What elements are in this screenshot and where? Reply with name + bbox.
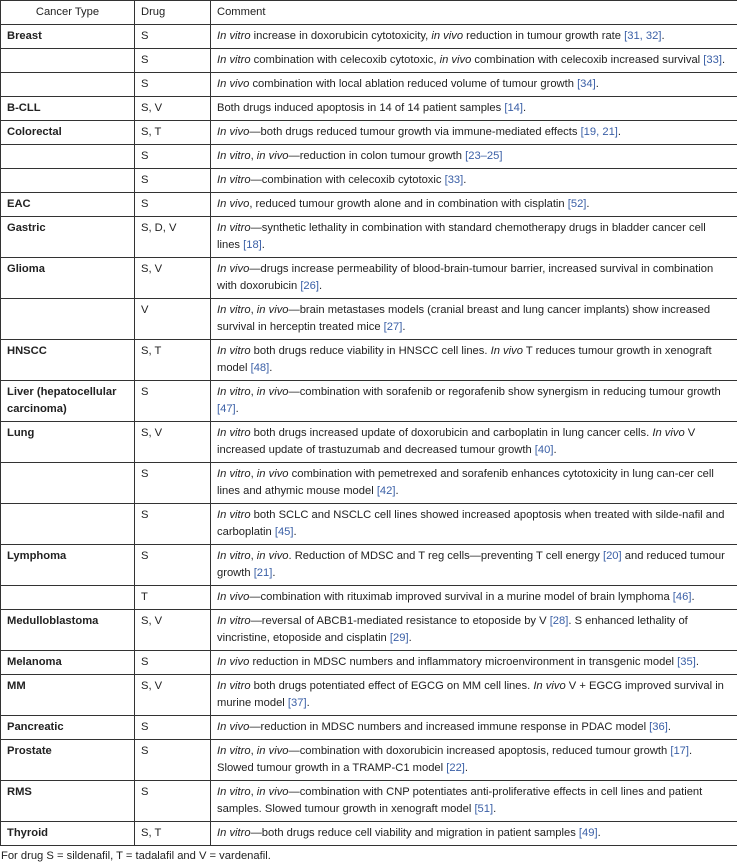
comment-text: —both drugs reduced tumour growth via immune-mediated effects bbox=[249, 126, 580, 138]
comment-text: . bbox=[262, 239, 265, 251]
comment-text: . bbox=[523, 102, 526, 114]
comment-text: . S enhanced lethality of vincristine, etoposide and cisplatin bbox=[217, 615, 688, 644]
comment-text: . bbox=[319, 280, 322, 292]
comment-text: —reversal of ABCB1-mediated resistance to etoposide by V bbox=[251, 615, 550, 627]
italic-term: in vivo bbox=[257, 786, 289, 798]
cell-drug: S bbox=[135, 545, 211, 586]
comment-text: . bbox=[294, 526, 297, 538]
cell-drug: S bbox=[135, 25, 211, 49]
cell-comment bbox=[211, 169, 737, 193]
italic-term: in vivo bbox=[257, 745, 289, 757]
cell-comment bbox=[211, 651, 737, 675]
cell-drug: S bbox=[135, 73, 211, 97]
comment-text: . bbox=[598, 827, 601, 839]
comment-text: . bbox=[668, 721, 671, 733]
comment-text: . bbox=[596, 78, 599, 90]
cell-drug: S bbox=[135, 740, 211, 781]
table-row bbox=[1, 25, 737, 49]
italic-term: In vivo bbox=[217, 656, 249, 668]
cell-cancer-type bbox=[1, 145, 135, 169]
reference-link[interactable]: [27] bbox=[384, 321, 403, 333]
cell-cancer-type: B-CLL bbox=[1, 97, 135, 121]
table-row bbox=[1, 258, 737, 299]
cell-cancer-type: Lung bbox=[1, 422, 135, 463]
reference-link[interactable]: [49] bbox=[579, 827, 598, 839]
table-row bbox=[1, 675, 737, 716]
italic-term: In vitro bbox=[217, 222, 251, 234]
cell-drug: S bbox=[135, 504, 211, 545]
cell-comment bbox=[211, 545, 737, 586]
reference-link[interactable]: [35] bbox=[677, 656, 696, 668]
italic-term: In vivo bbox=[217, 126, 249, 138]
reference-link[interactable]: [28] bbox=[550, 615, 569, 627]
comment-text: . bbox=[691, 591, 694, 603]
cell-cancer-type: EAC bbox=[1, 193, 135, 217]
italic-term: In vivo bbox=[217, 263, 249, 275]
italic-term: In vitro bbox=[217, 30, 251, 42]
reference-link[interactable]: [33] bbox=[445, 174, 464, 186]
italic-term: in vivo bbox=[257, 150, 289, 162]
comment-text: . bbox=[586, 198, 589, 210]
cell-comment bbox=[211, 586, 737, 610]
cell-cancer-type: Colorectal bbox=[1, 121, 135, 145]
reference-link[interactable]: [18] bbox=[243, 239, 262, 251]
cell-comment bbox=[211, 97, 737, 121]
italic-term: In vivo bbox=[652, 427, 684, 439]
comment-text: both drugs reduce viability in HNSCC cell lines. bbox=[251, 345, 491, 357]
cell-cancer-type bbox=[1, 73, 135, 97]
comment-text: combination with pemetrexed and sorafenib enhances cytotoxicity in lung can-cer cell lines and athymic mouse model bbox=[217, 468, 714, 497]
comment-text: —drugs increase permeability of blood-brain-tumour barrier, increased survival in combination with doxorubicin bbox=[217, 263, 713, 292]
table-row bbox=[1, 121, 737, 145]
italic-term: In vivo bbox=[217, 721, 249, 733]
cell-drug: S bbox=[135, 49, 211, 73]
table-row bbox=[1, 169, 737, 193]
cell-cancer-type: Breast bbox=[1, 25, 135, 49]
italic-term: In vitro bbox=[217, 509, 251, 521]
comment-text: —combination with sorafenib or regorafenib show synergism in reducing tumour growth bbox=[289, 386, 721, 398]
comment-text: V increased update of trastuzumab and decreased tumour growth bbox=[217, 427, 695, 456]
table-row bbox=[1, 73, 737, 97]
header-comment: Comment bbox=[211, 1, 737, 25]
comment-text: . bbox=[409, 632, 412, 644]
cell-drug: S, T bbox=[135, 822, 211, 846]
italic-term: In vitro bbox=[217, 680, 251, 692]
comment-text: —brain metastases models (cranial breast and lung cancer implants) show increased survival in herceptin treated mice bbox=[217, 304, 710, 333]
comment-text: . bbox=[618, 126, 621, 138]
cell-cancer-type: MM bbox=[1, 675, 135, 716]
comment-text: . bbox=[553, 444, 556, 456]
comment-text: both drugs potentiated effect of EGCG on MM cell lines. bbox=[251, 680, 534, 692]
cell-comment bbox=[211, 340, 737, 381]
comment-text: V + EGCG improved survival in murine model bbox=[217, 680, 724, 709]
reference-link[interactable]: [33] bbox=[703, 54, 722, 66]
comment-text: , reduced tumour growth alone and in combination with cisplatin bbox=[249, 198, 567, 210]
cell-cancer-type: Prostate bbox=[1, 740, 135, 781]
cell-comment bbox=[211, 822, 737, 846]
reference-link[interactable]: [20] bbox=[603, 550, 622, 562]
italic-term: In vivo bbox=[491, 345, 523, 357]
reference-link[interactable]: [26] bbox=[300, 280, 319, 292]
table-row bbox=[1, 504, 737, 545]
italic-term: in vivo bbox=[257, 304, 289, 316]
italic-term: In vitro bbox=[217, 174, 251, 186]
comment-text: combination with celecoxib cytotoxic, bbox=[251, 54, 440, 66]
table-row bbox=[1, 97, 737, 121]
cell-comment bbox=[211, 463, 737, 504]
reference-link[interactable]: [29] bbox=[390, 632, 409, 644]
cell-drug: S bbox=[135, 169, 211, 193]
table-row bbox=[1, 217, 737, 258]
cell-drug: S, T bbox=[135, 340, 211, 381]
comment-text: —reduction in colon tumour growth bbox=[289, 150, 466, 162]
reference-link[interactable]: [46] bbox=[673, 591, 692, 603]
comment-text: . bbox=[722, 54, 725, 66]
reference-link[interactable]: [52] bbox=[568, 198, 587, 210]
italic-term: In vitro bbox=[217, 304, 251, 316]
comment-text: , bbox=[251, 550, 257, 562]
header-cancer-type: Cancer Type bbox=[1, 1, 135, 25]
comment-text: combination with celecoxib increased survival bbox=[471, 54, 703, 66]
comment-text: . Slowed tumour growth in a TRAMP-C1 model bbox=[217, 745, 692, 774]
comment-text: . bbox=[463, 174, 466, 186]
table-header-row bbox=[1, 1, 737, 25]
cell-drug: S, V bbox=[135, 97, 211, 121]
italic-term: In vitro bbox=[217, 786, 251, 798]
comment-text: , bbox=[251, 786, 257, 798]
comment-text: . bbox=[269, 362, 272, 374]
cell-comment bbox=[211, 716, 737, 740]
cell-cancer-type: Thyroid bbox=[1, 822, 135, 846]
cell-drug: S, V bbox=[135, 422, 211, 463]
cell-cancer-type: Pancreatic bbox=[1, 716, 135, 740]
table-row bbox=[1, 463, 737, 504]
table-row bbox=[1, 651, 737, 675]
reference-link[interactable]: [14] bbox=[504, 102, 523, 114]
cell-drug: S bbox=[135, 716, 211, 740]
comment-text: . bbox=[307, 697, 310, 709]
reference-link[interactable]: [42] bbox=[377, 485, 396, 497]
reference-link[interactable]: [47] bbox=[217, 403, 236, 415]
comment-text: , bbox=[251, 386, 257, 398]
comment-text: , bbox=[251, 468, 257, 480]
cell-comment bbox=[211, 740, 737, 781]
reference-link[interactable]: [31, 32] bbox=[624, 30, 661, 42]
cell-cancer-type bbox=[1, 586, 135, 610]
comment-text: , bbox=[251, 745, 257, 757]
comment-text: —combination with celecoxib cytotoxic bbox=[251, 174, 445, 186]
cell-comment bbox=[211, 217, 737, 258]
table-body bbox=[1, 25, 737, 846]
italic-term: In vitro bbox=[217, 827, 251, 839]
italic-term: in vivo bbox=[257, 386, 289, 398]
table-row bbox=[1, 381, 737, 422]
table-row bbox=[1, 545, 737, 586]
italic-term: In vivo bbox=[217, 198, 249, 210]
cell-comment bbox=[211, 675, 737, 716]
cell-cancer-type bbox=[1, 463, 135, 504]
cell-drug: S, V bbox=[135, 258, 211, 299]
comment-text: T reduces tumour growth in xenograft model bbox=[217, 345, 712, 374]
cell-comment bbox=[211, 193, 737, 217]
reference-link[interactable]: [23–25] bbox=[465, 150, 502, 162]
comment-text: combination with local ablation reduced volume of tumour growth bbox=[249, 78, 577, 90]
cell-drug: S, V bbox=[135, 675, 211, 716]
table-footnote: For drug S = sildenafil, T = tadalafil and V = vardenafil. bbox=[0, 846, 737, 866]
cell-drug: S, D, V bbox=[135, 217, 211, 258]
reference-link[interactable]: [19, 21] bbox=[581, 126, 618, 138]
reference-link[interactable]: [40] bbox=[535, 444, 554, 456]
table-row bbox=[1, 299, 737, 340]
italic-term: In vivo bbox=[533, 680, 565, 692]
comment-text: —both drugs reduce cell viability and migration in patient samples bbox=[251, 827, 579, 839]
cell-cancer-type bbox=[1, 169, 135, 193]
cell-comment bbox=[211, 25, 737, 49]
cell-cancer-type: HNSCC bbox=[1, 340, 135, 381]
comment-text: , bbox=[251, 304, 257, 316]
cell-comment bbox=[211, 258, 737, 299]
cell-comment bbox=[211, 121, 737, 145]
comment-text: —combination with rituximab improved survival in a murine model of brain lymphoma bbox=[249, 591, 672, 603]
comment-text: both drugs increased update of doxorubicin and carboplatin in lung cancer cells. bbox=[251, 427, 653, 439]
cell-cancer-type: Melanoma bbox=[1, 651, 135, 675]
cell-cancer-type: Glioma bbox=[1, 258, 135, 299]
cell-cancer-type: Medulloblastoma bbox=[1, 610, 135, 651]
comment-text: —reduction in MDSC numbers and increased immune response in PDAC model bbox=[249, 721, 649, 733]
italic-term: in vivo bbox=[257, 468, 289, 480]
comment-text: . bbox=[395, 485, 398, 497]
italic-term: In vitro bbox=[217, 550, 251, 562]
comment-text: . bbox=[661, 30, 664, 42]
italic-term: In vitro bbox=[217, 54, 251, 66]
cell-cancer-type: Liver (hepatocellular carcinoma) bbox=[1, 381, 135, 422]
cell-comment bbox=[211, 610, 737, 651]
cell-cancer-type bbox=[1, 504, 135, 545]
cell-comment bbox=[211, 422, 737, 463]
table-row bbox=[1, 716, 737, 740]
table-row bbox=[1, 193, 737, 217]
comment-text: reduction in tumour growth rate bbox=[463, 30, 624, 42]
table-row bbox=[1, 145, 737, 169]
cell-drug: S bbox=[135, 193, 211, 217]
table-row bbox=[1, 49, 737, 73]
comment-text: increase in doxorubicin cytotoxicity, bbox=[251, 30, 432, 42]
table-row bbox=[1, 822, 737, 846]
cell-drug: V bbox=[135, 299, 211, 340]
comment-text: —combination with doxorubicin increased apoptosis, reduced tumour growth bbox=[289, 745, 671, 757]
cell-drug: S, V bbox=[135, 610, 211, 651]
italic-term: In vitro bbox=[217, 745, 251, 757]
reference-link[interactable]: [45] bbox=[275, 526, 294, 538]
italic-term: In vivo bbox=[217, 78, 249, 90]
reference-link[interactable]: [51] bbox=[474, 803, 493, 815]
comment-text: —combination with CNP potentiates anti-proliferative effects in cell lines and patient samples. Slowed tumour growth in xenograft model bbox=[217, 786, 702, 815]
cell-comment bbox=[211, 145, 737, 169]
comment-text: . bbox=[465, 762, 468, 774]
cell-drug: S bbox=[135, 781, 211, 822]
cell-comment bbox=[211, 781, 737, 822]
table-row bbox=[1, 781, 737, 822]
reference-link[interactable]: [21] bbox=[254, 567, 273, 579]
reference-link[interactable]: [37] bbox=[288, 697, 307, 709]
cell-cancer-type: RMS bbox=[1, 781, 135, 822]
table-row bbox=[1, 610, 737, 651]
cell-cancer-type bbox=[1, 299, 135, 340]
table-row bbox=[1, 422, 737, 463]
cell-cancer-type bbox=[1, 49, 135, 73]
comment-text: —synthetic lethality in combination with standard chemotherapy drugs in bladder cancer cell lines bbox=[217, 222, 706, 251]
italic-term: In vitro bbox=[217, 427, 251, 439]
italic-term: In vitro bbox=[217, 468, 251, 480]
cell-drug: S bbox=[135, 381, 211, 422]
italic-term: in vivo bbox=[257, 550, 289, 562]
cell-drug: S bbox=[135, 463, 211, 504]
cell-comment bbox=[211, 381, 737, 422]
italic-term: In vitro bbox=[217, 345, 251, 357]
reference-link[interactable]: [22] bbox=[446, 762, 465, 774]
comment-text: . bbox=[402, 321, 405, 333]
cell-drug: T bbox=[135, 586, 211, 610]
cell-drug: S bbox=[135, 145, 211, 169]
comment-text: . bbox=[493, 803, 496, 815]
reference-link[interactable]: [17] bbox=[670, 745, 689, 757]
cell-drug: S, T bbox=[135, 121, 211, 145]
comment-text: and reduced tumour growth bbox=[217, 550, 725, 579]
italic-term: in vivo bbox=[440, 54, 472, 66]
cell-drug: S bbox=[135, 651, 211, 675]
comment-text: . Reduction of MDSC and T reg cells—preventing T cell energy bbox=[289, 550, 603, 562]
comment-text: reduction in MDSC numbers and inflammatory microenvironment in transgenic model bbox=[249, 656, 677, 668]
reference-link[interactable]: [34] bbox=[577, 78, 596, 90]
reference-link[interactable]: [48] bbox=[251, 362, 270, 374]
reference-link[interactable]: [36] bbox=[649, 721, 668, 733]
comment-text: . bbox=[272, 567, 275, 579]
cell-cancer-type: Lymphoma bbox=[1, 545, 135, 586]
table-row bbox=[1, 586, 737, 610]
comment-text: , bbox=[251, 150, 257, 162]
italic-term: In vivo bbox=[217, 591, 249, 603]
cell-cancer-type: Gastric bbox=[1, 217, 135, 258]
italic-term: In vitro bbox=[217, 150, 251, 162]
table-row bbox=[1, 740, 737, 781]
cell-comment bbox=[211, 299, 737, 340]
cell-comment bbox=[211, 73, 737, 97]
italic-term: in vivo bbox=[431, 30, 463, 42]
header-drug: Drug bbox=[135, 1, 211, 25]
comment-text: both SCLC and NSCLC cell lines showed increased apoptosis when treated with silde-nafil and carboplatin bbox=[217, 509, 724, 538]
comment-text: Both drugs induced apoptosis in 14 of 14 patient samples bbox=[217, 102, 504, 114]
comment-text: . bbox=[236, 403, 239, 415]
italic-term: In vitro bbox=[217, 615, 251, 627]
comment-text: . bbox=[696, 656, 699, 668]
cell-comment bbox=[211, 504, 737, 545]
italic-term: In vitro bbox=[217, 386, 251, 398]
cell-comment bbox=[211, 49, 737, 73]
table-row bbox=[1, 340, 737, 381]
